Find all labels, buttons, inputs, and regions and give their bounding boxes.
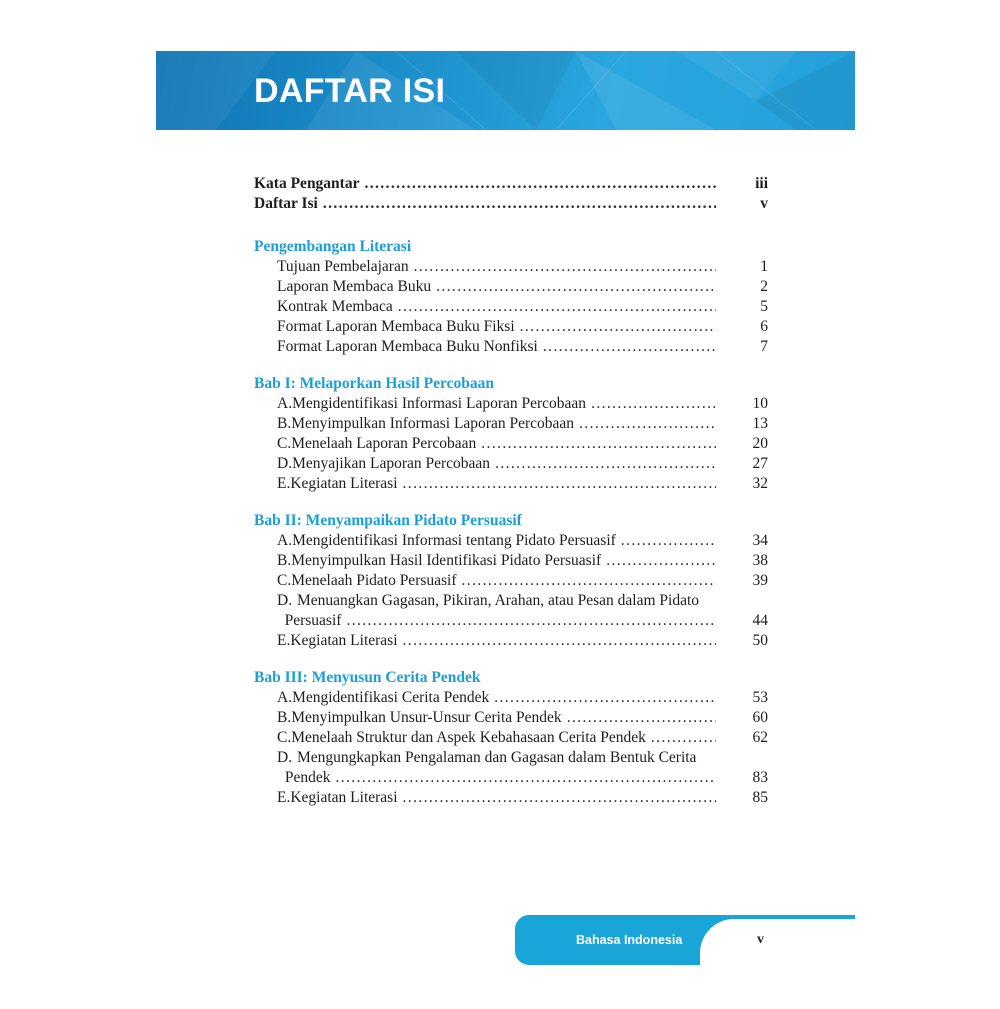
toc-entry-label: Menyimpulkan Unsur-Unsur Cerita Pendek — [291, 709, 562, 726]
toc-page-number: 44 — [752, 612, 768, 629]
toc-entry[interactable] — [254, 728, 768, 748]
toc-entry[interactable] — [254, 337, 768, 357]
toc-dot-leader — [403, 788, 716, 808]
toc-entry-label-continuation: Pendek — [284, 769, 331, 786]
toc-entry-label: Format Laporan Membaca Buku Nonfiksi — [277, 338, 538, 355]
toc-entry-continuation[interactable] — [254, 768, 768, 788]
toc-page-number: 53 — [752, 689, 768, 706]
toc-entry[interactable] — [254, 317, 768, 337]
toc-dot-leader — [398, 297, 716, 317]
toc-dot-leader — [335, 768, 716, 788]
toc-entry[interactable] — [254, 571, 768, 591]
toc-entry[interactable] — [254, 748, 768, 768]
toc-page-number: 62 — [752, 729, 768, 746]
toc-entry-label: Menyimpulkan Informasi Laporan Percobaan — [291, 415, 575, 432]
toc-entry[interactable] — [254, 414, 768, 434]
toc-entry[interactable] — [254, 708, 768, 728]
toc-dot-leader — [621, 531, 716, 551]
toc-section-heading[interactable]: Bab I: Melaporkan Hasil Percobaan — [254, 375, 494, 392]
toc-entry-label: Mengungkapkan Pengalaman dan Gagasan dalam Bentuk Cerita — [297, 749, 697, 766]
toc-page-number: 39 — [752, 572, 768, 589]
toc-entry-continuation[interactable] — [254, 611, 768, 631]
toc-dot-leader — [651, 728, 716, 748]
toc-page-number: 85 — [752, 789, 768, 806]
toc-dot-leader — [323, 194, 716, 214]
toc-entry[interactable] — [254, 297, 768, 317]
toc-entry-label: Format Laporan Membaca Buku Fiksi — [277, 318, 515, 335]
toc-entry-label: Laporan Membaca Buku — [277, 278, 432, 295]
toc-entry-marker: B. — [277, 415, 292, 432]
toc-section-heading[interactable]: Bab III: Menyusun Cerita Pendek — [254, 669, 481, 686]
toc-dot-leader — [543, 337, 716, 357]
toc-dot-leader — [520, 317, 716, 337]
toc-entry-label: Kegiatan Literasi — [290, 789, 398, 806]
toc-entry-marker: C. — [277, 572, 292, 589]
toc-entry[interactable] — [254, 788, 768, 808]
toc-section-heading[interactable]: Pengembangan Literasi — [254, 238, 412, 255]
toc-entry-label: Menelaah Pidato Persuasif — [291, 572, 457, 589]
toc-page-number: 83 — [752, 769, 768, 786]
toc-page-number: 27 — [752, 455, 768, 472]
toc-entry-label: Kegiatan Literasi — [290, 632, 398, 649]
toc-entry-marker: E. — [277, 475, 291, 492]
toc-dot-leader — [462, 571, 716, 591]
toc-entry-marker: C. — [277, 729, 292, 746]
toc-page-number: 60 — [752, 709, 768, 726]
toc-dot-leader — [567, 708, 716, 728]
toc-entry-label: Kegiatan Literasi — [290, 475, 398, 492]
toc-page-number: 2 — [760, 278, 768, 295]
toc-dot-leader — [606, 551, 716, 571]
toc-entry-label: Tujuan Pembelajaran — [277, 258, 409, 275]
toc-entry-marker: D. — [277, 455, 293, 472]
toc-entry-marker: A. — [277, 689, 293, 706]
toc-entry-marker: B. — [277, 709, 292, 726]
toc-entry-marker: E. — [277, 789, 291, 806]
toc-entry-label: Menyimpulkan Hasil Identifikasi Pidato Persuasif — [291, 552, 602, 569]
table-of-contents — [254, 174, 768, 808]
toc-entry[interactable] — [254, 531, 768, 551]
toc-dot-leader — [495, 454, 716, 474]
toc-entry-label: Kata Pengantar — [254, 175, 360, 192]
toc-dot-leader — [346, 611, 716, 631]
toc-dot-leader — [494, 688, 716, 708]
toc-entry-label: Daftar Isi — [254, 195, 318, 212]
toc-page-number: 10 — [752, 395, 768, 412]
footer-page-number: v — [757, 932, 764, 947]
toc-entry-marker: A. — [277, 532, 293, 549]
toc-page-number: 38 — [752, 552, 768, 569]
toc-page-number: v — [760, 195, 768, 212]
toc-entry-marker: D. — [277, 592, 293, 609]
toc-page-number: 1 — [760, 258, 768, 275]
toc-entry-label-continuation: Persuasif — [284, 612, 342, 629]
toc-entry[interactable] — [254, 257, 768, 277]
toc-entry[interactable] — [254, 474, 768, 494]
toc-dot-leader — [414, 257, 716, 277]
toc-entry-label: Menyajikan Laporan Percobaan — [292, 455, 491, 472]
toc-page-number: 34 — [752, 532, 768, 549]
toc-entry-marker: B. — [277, 552, 292, 569]
toc-dot-leader — [481, 434, 716, 454]
toc-dot-leader — [364, 174, 716, 194]
toc-page-number: 6 — [760, 318, 768, 335]
header-banner — [156, 51, 855, 130]
toc-page-number: 7 — [760, 338, 768, 355]
toc-page-number: 13 — [752, 415, 768, 432]
toc-section-heading[interactable]: Bab II: Menyampaikan Pidato Persuasif — [254, 512, 522, 529]
toc-page-number: iii — [755, 175, 768, 192]
toc-dot-leader — [403, 474, 716, 494]
toc-entry[interactable] — [254, 688, 768, 708]
toc-page-number: 5 — [760, 298, 768, 315]
toc-dot-leader — [403, 631, 716, 651]
toc-entry[interactable] — [254, 277, 768, 297]
toc-entry-label: Mengidentifikasi Informasi tentang Pidato Persuasif — [292, 532, 616, 549]
toc-entry[interactable] — [254, 194, 768, 214]
toc-page-number: 50 — [752, 632, 768, 649]
toc-entry-label: Menuangkan Gagasan, Pikiran, Arahan, atau Pesan dalam Pidato — [297, 592, 700, 609]
toc-entry[interactable] — [254, 394, 768, 414]
toc-entry-marker: D. — [277, 749, 293, 766]
toc-entry-marker: C. — [277, 435, 292, 452]
toc-entry-marker: A. — [277, 395, 293, 412]
toc-entry-label: Menelaah Struktur dan Aspek Kebahasaan Cerita Pendek — [291, 729, 646, 746]
toc-dot-leader — [436, 277, 716, 297]
toc-entry[interactable] — [254, 434, 768, 454]
toc-entry-marker: E. — [277, 632, 291, 649]
footer-book-title: Bahasa Indonesia — [576, 933, 683, 947]
toc-entry[interactable] — [254, 174, 768, 194]
toc-entry[interactable] — [254, 591, 768, 611]
toc-dot-leader — [579, 414, 716, 434]
toc-entry[interactable] — [254, 454, 768, 474]
toc-entry[interactable] — [254, 631, 768, 651]
toc-page-number: 32 — [752, 475, 768, 492]
toc-entry-label: Menelaah Laporan Percobaan — [291, 435, 477, 452]
toc-entry[interactable] — [254, 551, 768, 571]
toc-page-number: 20 — [752, 435, 768, 452]
toc-dot-leader — [591, 394, 716, 414]
toc-entry-label: Mengidentifikasi Informasi Laporan Percobaan — [292, 395, 587, 412]
toc-entry-label: Kontrak Membaca — [277, 298, 393, 315]
toc-entry-label: Mengidentifikasi Cerita Pendek — [292, 689, 490, 706]
page-title: DAFTAR ISI — [254, 72, 446, 110]
footer-page-area — [700, 919, 855, 1009]
